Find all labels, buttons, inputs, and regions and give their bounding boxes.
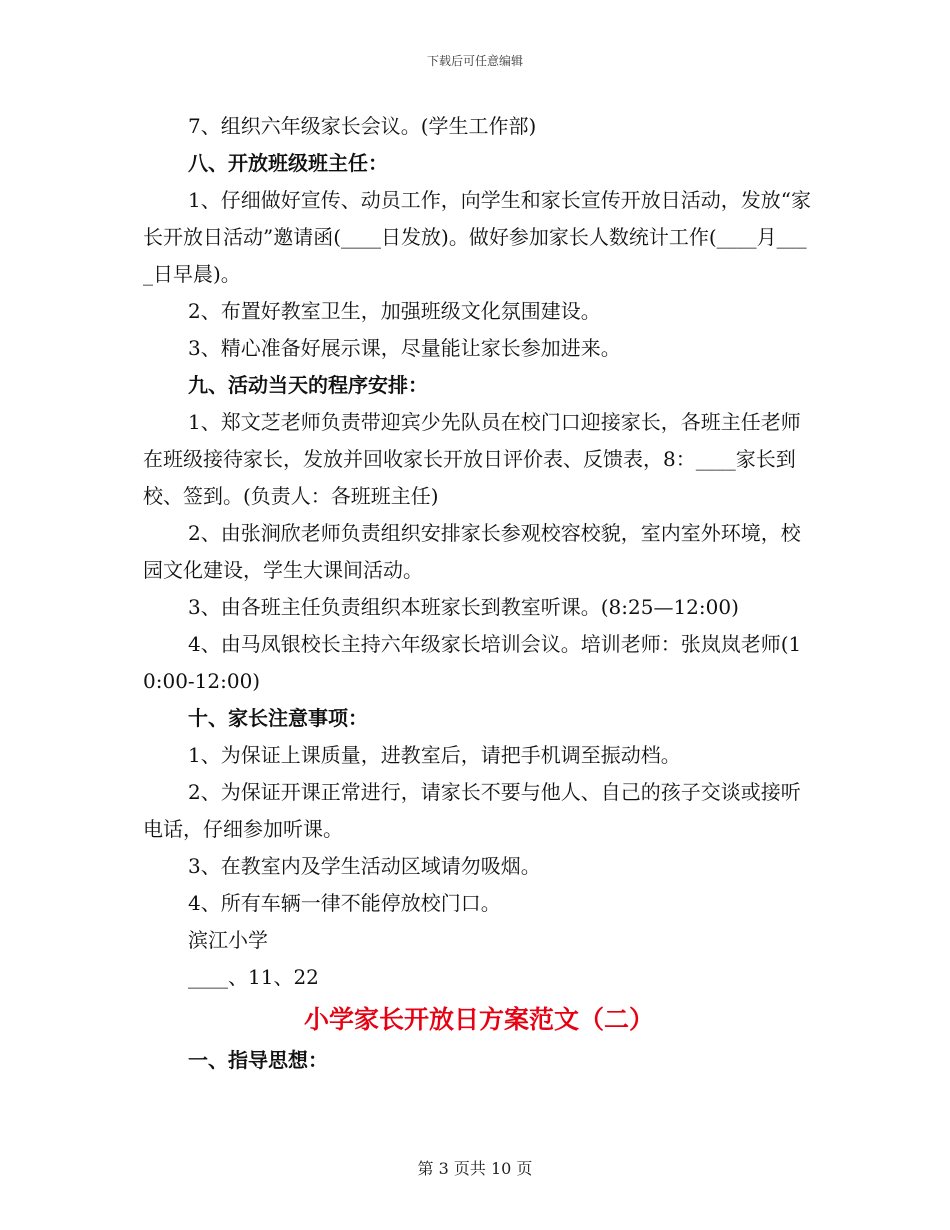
paragraph-10-2: 2、为保证开课正常进行，请家长不要与他人、自己的孩子交谈或接听电话，仔细参加听课。	[143, 780, 801, 841]
section-heading-10: 十、家长注意事项：	[188, 706, 368, 730]
paragraph-10-4: 4、所有车辆一律不能停放校门口。	[188, 891, 501, 915]
paragraph-item-7: 7、组织六年级家长会议。(学生工作部)	[188, 114, 537, 138]
paragraph-9-2: 2、由张涧欣老师负责组织安排家长参观校容校貌，室内室外环境，校园文化建设，学生大课间活动。	[143, 521, 801, 582]
section-heading-1: 一、指导思想：	[188, 1048, 328, 1072]
paragraph-10-3: 3、在教室内及学生活动区域请勿吸烟。	[188, 854, 541, 878]
page-footer: 第 3 页共 10 页	[417, 1159, 533, 1178]
paragraph-9-4: 4、由马凤银校长主持六年级家长培训会议。培训老师：张岚岚老师(10:00-12:00)	[143, 632, 802, 693]
section-heading-8: 八、开放班级班主任：	[188, 151, 388, 175]
paragraph-8-2: 2、布置好教室卫生，加强班级文化氛围建设。	[188, 299, 601, 323]
section-title: 小学家长开放日方案范文（二）	[303, 1005, 654, 1034]
paragraph-9-3: 3、由各班主任负责组织本班家长到教室听课。(8:25—12:00)	[188, 595, 739, 619]
paragraph-9-1: 1、郑文芝老师负责带迎宾少先队员在校门口迎接家长，各班主任老师在班级接待家长，发放并回收家长开放日评价表、反馈表，8：____家长到校、签到。(负责人：各班班主任)	[143, 410, 801, 508]
signature-organization: 滨江小学	[188, 928, 268, 952]
document-body	[143, 108, 815, 1079]
section-heading-9: 九、活动当天的程序安排：	[188, 373, 428, 397]
page-header: 下载后可任意编辑	[426, 54, 523, 68]
paragraph-10-1: 1、为保证上课质量，进教室后，请把手机调至振动档。	[188, 743, 681, 767]
signature-date: ____、11、22	[188, 965, 319, 989]
paragraph-8-3: 3、精心准备好展示课，尽量能让家长参加进来。	[188, 336, 621, 360]
paragraph-8-1: 1、仔细做好宣传、动员工作，向学生和家长宣传开放日活动，发放“家长开放日活动”邀请函(____日发放)。做好参加家长人数统计工作(____月____日早晨)。	[143, 188, 811, 286]
